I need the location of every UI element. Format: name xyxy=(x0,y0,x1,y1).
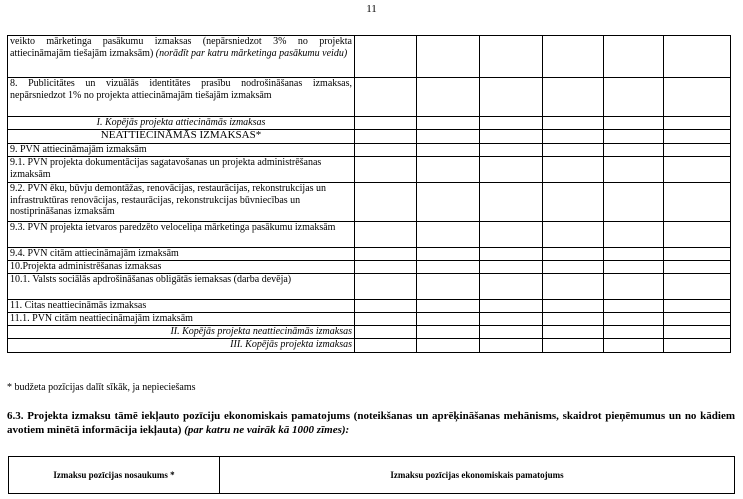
amount-cell xyxy=(417,157,480,183)
section-header: NEATTIECINĀMĀS IZMAKSAS* xyxy=(8,130,355,144)
amount-cell xyxy=(543,300,604,313)
amount-cell xyxy=(355,261,417,274)
amount-cell xyxy=(417,261,480,274)
amount-cell xyxy=(355,313,417,326)
amount-cell xyxy=(664,261,731,274)
amount-cell xyxy=(480,157,543,183)
amount-cell xyxy=(604,36,664,78)
amount-cell xyxy=(604,339,664,353)
table-row xyxy=(8,339,731,353)
row-label: 8. Publicitātes un vizuālās identitātes prasību nodrošināšanas izmaksas, nepārsniedzot 1% no projekta attiecināmajām tiešajām izmaksām xyxy=(8,78,355,117)
amount-cell xyxy=(417,313,480,326)
table-row xyxy=(8,130,731,144)
table-row xyxy=(8,261,731,274)
amount-cell xyxy=(480,339,543,353)
amount-cell xyxy=(355,157,417,183)
amount-cell xyxy=(417,326,480,339)
amount-cell xyxy=(543,261,604,274)
row-note: (norādīt par katru mārketinga pasākumu veidu) xyxy=(155,47,348,59)
row-label: 11. Citas neattiecināmās izmaksas xyxy=(8,300,355,313)
amount-cell xyxy=(417,222,480,248)
amount-cell xyxy=(664,313,731,326)
amount-cell xyxy=(355,326,417,339)
amount-cell xyxy=(543,78,604,117)
amount-cell xyxy=(355,300,417,313)
table-row xyxy=(8,326,731,339)
amount-cell xyxy=(355,183,417,222)
amount-cell xyxy=(355,222,417,248)
amount-cell xyxy=(480,130,543,144)
amount-cell xyxy=(664,36,731,78)
table-header-row xyxy=(9,457,735,494)
table-row xyxy=(8,157,731,183)
table-row xyxy=(8,117,731,130)
amount-cell xyxy=(417,117,480,130)
table-row xyxy=(8,36,731,78)
table-row xyxy=(8,222,731,248)
amount-cell xyxy=(604,326,664,339)
amount-cell xyxy=(543,313,604,326)
table-row xyxy=(8,78,731,117)
table-row xyxy=(8,300,731,313)
amount-cell xyxy=(417,78,480,117)
amount-cell xyxy=(543,130,604,144)
footnote: * budžeta pozīcijas dalīt sīkāk, ja nepieciešams xyxy=(7,382,196,393)
section-heading-text: 6.3. Projekta izmaksu tāmē iekļauto pozīciju ekonomiskais pamatojums (noteikšanas un aprēķināšanas mehānisms, skaidrot pieņēmumus un no kādiem avotiem minētā informācija iekļauta) xyxy=(7,410,735,436)
row-label: II. Kopējās projekta neattiecināmās izmaksas xyxy=(8,326,355,339)
amount-cell xyxy=(604,78,664,117)
amount-cell xyxy=(604,144,664,157)
amount-cell xyxy=(543,117,604,130)
table-row xyxy=(8,313,731,326)
amount-cell xyxy=(543,144,604,157)
table-row xyxy=(8,274,731,300)
row-label xyxy=(8,36,355,78)
section-heading xyxy=(7,409,735,437)
amount-cell xyxy=(664,117,731,130)
amount-cell xyxy=(664,183,731,222)
table-row xyxy=(8,248,731,261)
amount-cell xyxy=(543,248,604,261)
amount-cell xyxy=(355,144,417,157)
amount-cell xyxy=(664,300,731,313)
amount-cell xyxy=(543,157,604,183)
amount-cell xyxy=(604,130,664,144)
amount-cell xyxy=(543,222,604,248)
row-label: 11.1. PVN citām neattiecināmajām izmaksām xyxy=(8,313,355,326)
amount-cell xyxy=(543,36,604,78)
amount-cell xyxy=(355,36,417,78)
amount-cell xyxy=(480,222,543,248)
justification-table xyxy=(8,456,735,494)
amount-cell xyxy=(355,117,417,130)
amount-cell xyxy=(417,36,480,78)
amount-cell xyxy=(417,248,480,261)
amount-cell xyxy=(480,248,543,261)
amount-cell xyxy=(480,117,543,130)
table-row xyxy=(8,183,731,222)
table-row xyxy=(8,144,731,157)
column-header: Izmaksu pozīcijas nosaukums * xyxy=(9,457,220,494)
amount-cell xyxy=(604,248,664,261)
amount-cell xyxy=(543,339,604,353)
amount-cell xyxy=(604,157,664,183)
amount-cell xyxy=(480,144,543,157)
amount-cell xyxy=(604,261,664,274)
amount-cell xyxy=(543,326,604,339)
amount-cell xyxy=(664,326,731,339)
amount-cell xyxy=(664,78,731,117)
page-number: 11 xyxy=(366,3,377,15)
row-label: 9.4. PVN citām attiecināmajām izmaksām xyxy=(8,248,355,261)
amount-cell xyxy=(480,326,543,339)
amount-cell xyxy=(480,78,543,117)
amount-cell xyxy=(664,144,731,157)
amount-cell xyxy=(480,261,543,274)
amount-cell xyxy=(664,339,731,353)
row-label: I. Kopējās projekta attiecināmās izmaksas xyxy=(8,117,355,130)
amount-cell xyxy=(664,222,731,248)
amount-cell xyxy=(480,313,543,326)
amount-cell xyxy=(417,300,480,313)
row-label: 9.3. PVN projekta ietvaros paredzēto veloceliņa mārketinga pasākumu izmaksām xyxy=(8,222,355,248)
amount-cell xyxy=(604,222,664,248)
amount-cell xyxy=(664,130,731,144)
row-label: III. Kopējās projekta izmaksas xyxy=(8,339,355,353)
amount-cell xyxy=(480,183,543,222)
row-label: 9.2. PVN ēku, būvju demontāžas, renovācijas, restaurācijas, rekonstrukcijas un infrastruktūras renovācijas, restaurācijas, rekonstrukcijas būvniecības un nostiprināšanas izmaksām xyxy=(8,183,355,222)
amount-cell xyxy=(604,274,664,300)
amount-cell xyxy=(664,274,731,300)
amount-cell xyxy=(417,183,480,222)
column-header: Izmaksu pozīcijas ekonomiskais pamatojums xyxy=(220,457,735,494)
amount-cell xyxy=(604,313,664,326)
amount-cell xyxy=(480,36,543,78)
amount-cell xyxy=(417,339,480,353)
section-heading-note: (par katru ne vairāk kā 1000 zīmes): xyxy=(184,424,350,436)
amount-cell xyxy=(355,339,417,353)
amount-cell xyxy=(480,274,543,300)
amount-cell xyxy=(543,274,604,300)
amount-cell xyxy=(417,144,480,157)
row-label: 10.1. Valsts sociālās apdrošināšanas obligātās iemaksas (darba devēja) xyxy=(8,274,355,300)
amount-cell xyxy=(355,78,417,117)
amount-cell xyxy=(543,183,604,222)
amount-cell xyxy=(355,248,417,261)
amount-cell xyxy=(480,300,543,313)
row-label: 10.Projekta administrēšanas izmaksas xyxy=(8,261,355,274)
amount-cell xyxy=(355,130,417,144)
amount-cell xyxy=(417,130,480,144)
amount-cell xyxy=(355,274,417,300)
amount-cell xyxy=(664,248,731,261)
amount-cell xyxy=(604,117,664,130)
budget-table xyxy=(7,35,731,353)
row-text: veikto mārketinga pasākumu izmaksas (nepārsniedzot 3% no projekta attiecināmajām tiešajām izmaksām) xyxy=(10,36,352,59)
amount-cell xyxy=(604,183,664,222)
amount-cell xyxy=(417,274,480,300)
amount-cell xyxy=(604,300,664,313)
amount-cell xyxy=(664,157,731,183)
row-label: 9. PVN attiecināmajām izmaksām xyxy=(8,144,355,157)
row-label: 9.1. PVN projekta dokumentācijas sagatavošanas un projekta administrēšanas izmaksām xyxy=(8,157,355,183)
